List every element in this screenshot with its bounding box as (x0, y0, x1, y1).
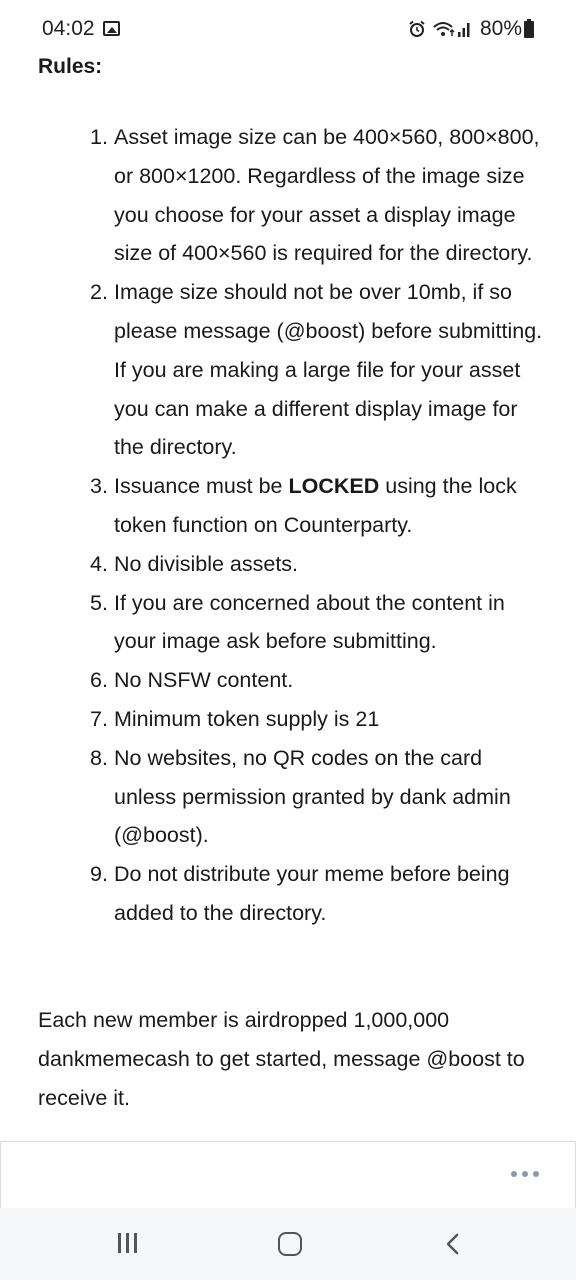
rule-item (0, 273, 576, 467)
rule-text-before: Issuance must be (114, 474, 289, 499)
rule-item (0, 545, 576, 584)
recent-apps-button[interactable] (118, 1233, 140, 1253)
status-time: 04:02 (42, 17, 95, 40)
rule-text: No divisible assets. (114, 551, 299, 576)
rule-bold-text: LOCKED (288, 474, 380, 499)
rule-item (0, 855, 576, 933)
signal-icon (457, 19, 473, 38)
battery-percentage: 80% (480, 17, 523, 40)
status-bar (0, 0, 576, 52)
rule-number: 1. (90, 125, 108, 149)
gallery-icon (103, 21, 120, 36)
airdrop-paragraph: Each new member is airdropped 1,000,000 dankmemecash to get started, message @boost to receive it. (38, 1008, 525, 1110)
rule-item (0, 584, 576, 662)
rule-item (0, 467, 576, 545)
rule-number: 4. (90, 551, 108, 576)
rule-number: 7. (90, 706, 108, 731)
reply-box[interactable] (0, 1141, 576, 1208)
rule-number: 8. (90, 745, 108, 770)
wifi-icon (432, 20, 456, 38)
rule-item (0, 661, 576, 700)
rule-text: Asset image size can be 400×560, 800×800, or 800×1200. Regardless of the image size you choose for your asset a display image size of 400×560 is required for the directory. (114, 125, 540, 266)
rule-item (0, 700, 576, 739)
rule-text: Do not distribute your meme before being added to the directory. (114, 862, 510, 925)
navigation-bar (0, 1208, 576, 1280)
rule-item (0, 739, 576, 855)
rule-number: 9. (90, 862, 108, 887)
rule-text-after: using the lock token function on Counterparty. (114, 474, 517, 537)
rule-number: 6. (90, 668, 108, 693)
home-button[interactable] (278, 1232, 302, 1256)
more-options-icon[interactable] (511, 1171, 539, 1177)
rule-number: 2. (90, 280, 108, 305)
battery-icon (524, 19, 534, 38)
rule-text: No NSFW content. (114, 668, 294, 693)
rules-list (0, 118, 576, 933)
rules-heading: Rules: (38, 55, 103, 78)
rule-number: 5. (90, 590, 108, 615)
rule-text: Image size should not be over 10mb, if so please message (@boost) before submitting. If you are making a large file for your asset you can make a different display image for the directory. (114, 280, 543, 460)
rule-text: Minimum token supply is 21 (114, 706, 380, 731)
back-button[interactable] (444, 1233, 460, 1255)
rule-text: No websites, no QR codes on the card unless permission granted by dank admin (@boost). (114, 745, 511, 848)
rule-number: 3. (90, 474, 108, 499)
alarm-icon (408, 20, 426, 38)
rule-item (0, 118, 576, 273)
rule-text: If you are concerned about the content in your image ask before submitting. (114, 590, 505, 654)
